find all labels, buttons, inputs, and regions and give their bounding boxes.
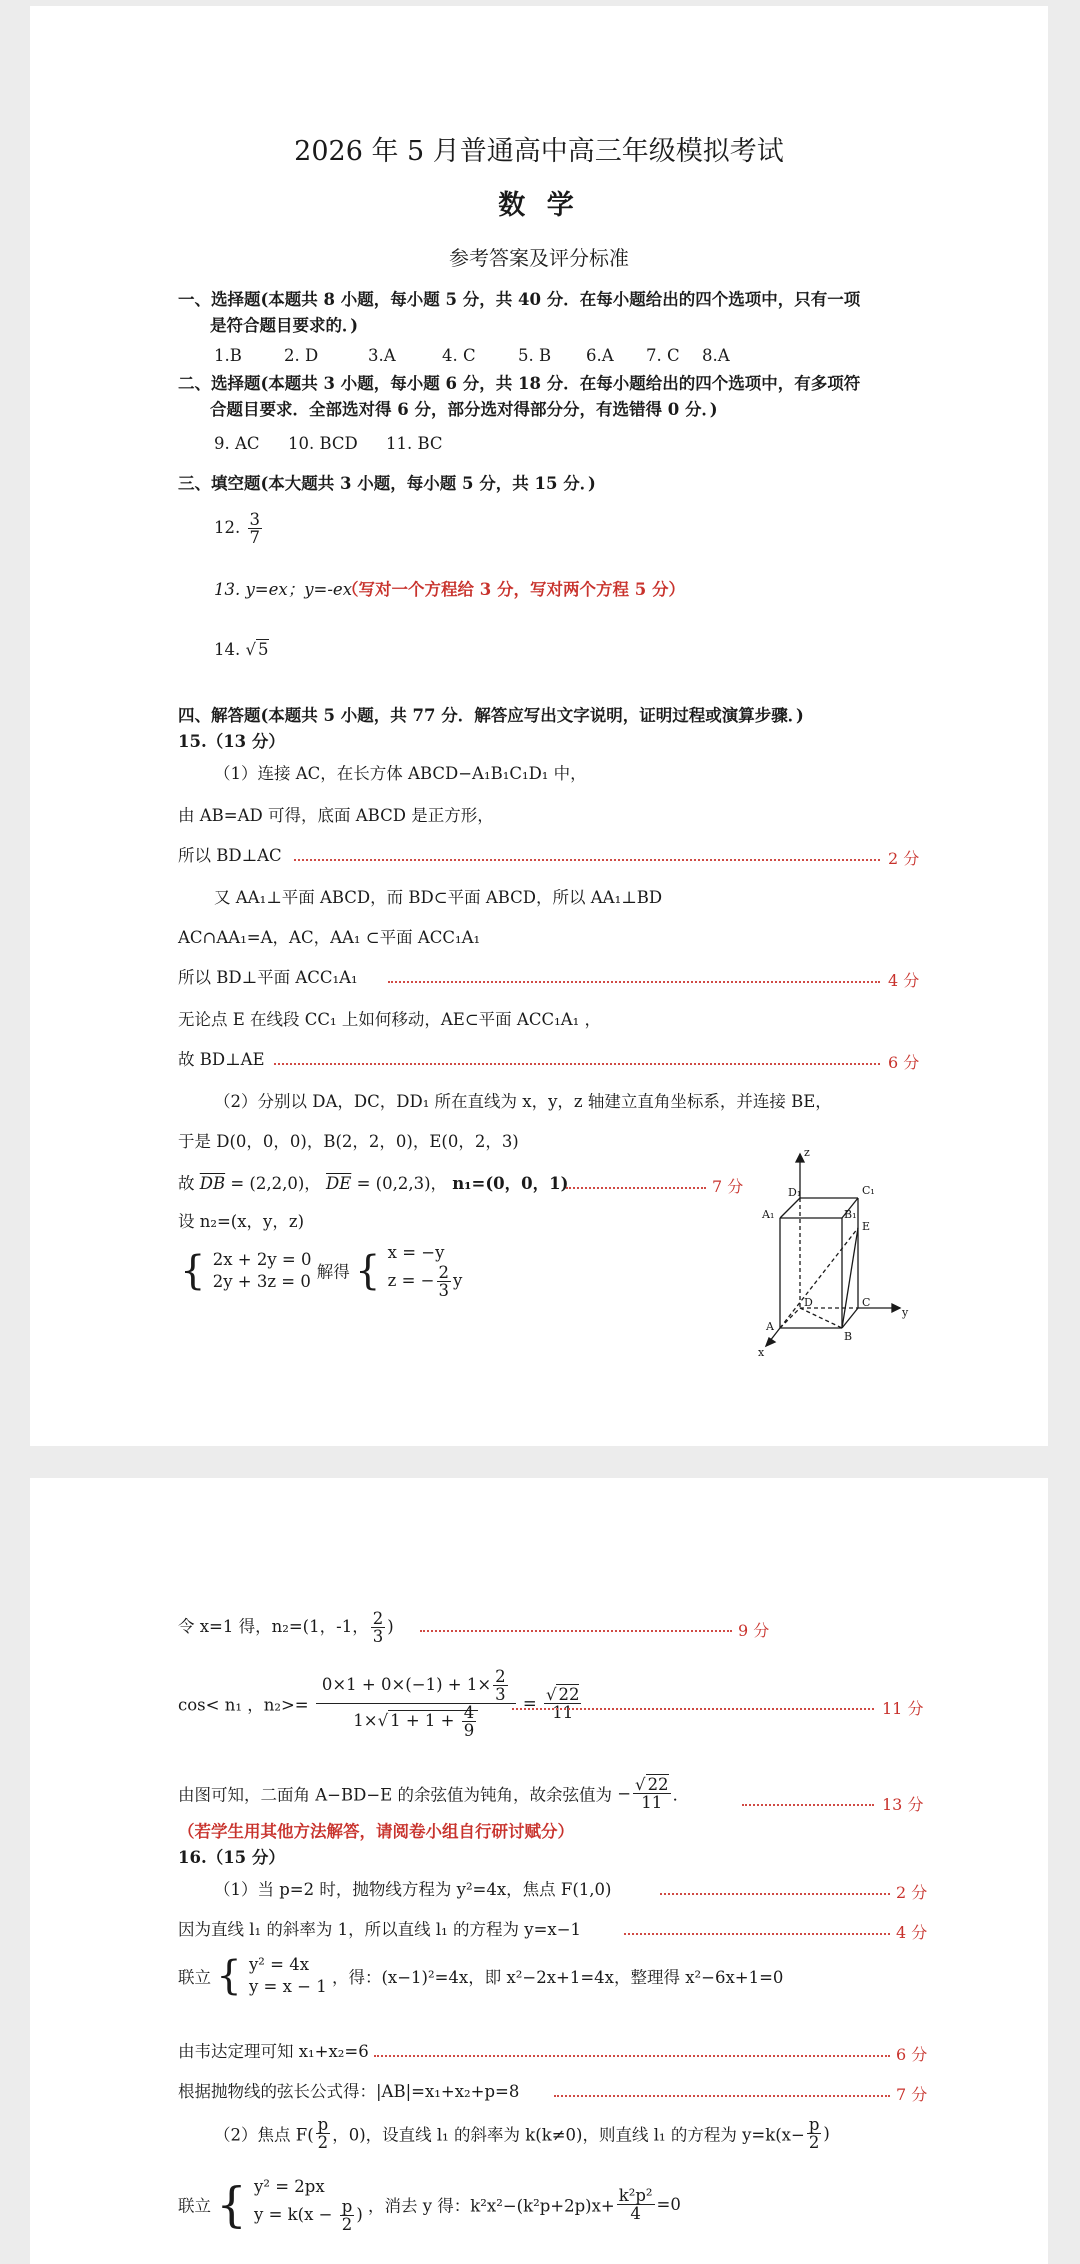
q15-equation-system <box>180 1242 462 1299</box>
subject-title: 数 学 <box>498 190 580 221</box>
fraction <box>493 1668 508 1703</box>
figure-label: y <box>902 1306 909 1319</box>
answer-11: 11. BC <box>386 434 443 453</box>
cosine-numerator <box>316 1668 516 1704</box>
answer-14 <box>214 640 269 660</box>
fraction <box>340 2198 355 2233</box>
solution-2 <box>388 1264 463 1299</box>
fraction <box>462 1704 477 1739</box>
answer-5: 5. B <box>518 346 552 365</box>
q15-line-3: 所以 BD⊥AC <box>178 846 282 865</box>
brace: { <box>216 1953 242 1999</box>
vector-DB-value: = (2,2,0)， <box>225 1174 321 1193</box>
equals-sign: = <box>522 1694 537 1713</box>
brace: { <box>354 1247 381 1294</box>
conclusion-text: 由图可知，二面角 A−BD−E 的余弦值为钝角，故余弦值为 <box>178 1785 612 1805</box>
cuboid-coordinate-figure <box>750 1146 950 1386</box>
system-equations <box>249 1954 327 1998</box>
eliminate-text: ，消去 y 得：k²x²−(k²p+2p)x+ <box>368 2196 615 2216</box>
q16-line-1: （1）当 p=2 时，抛物线方程为 y²=4x，焦点 F(1,0) <box>214 1880 612 1899</box>
cosine-formula <box>178 1668 583 1739</box>
fraction-denominator: 11 <box>641 1793 663 1812</box>
figure-label: C <box>862 1296 871 1309</box>
figure-label: x <box>758 1346 765 1359</box>
fraction-numerator: k²p² <box>618 2186 653 2205</box>
sqrt-radicand: 5 <box>258 640 269 659</box>
score-points: 4 分 <box>888 971 920 990</box>
let-x-close: ) <box>387 1617 394 1636</box>
score-leader <box>624 1933 890 1935</box>
period: ． <box>672 1785 690 1805</box>
score-points: 6 分 <box>896 2045 928 2064</box>
figure-label: B <box>844 1330 853 1343</box>
equals-zero: =0 <box>656 2195 681 2214</box>
q15-line-1: （1）连接 AC，在长方体 ABCD−A₁B₁C₁D₁ 中， <box>214 764 587 783</box>
q16-title: 16.（15 分） <box>178 1848 285 1867</box>
brace: { <box>180 1247 206 1294</box>
score-points: 11 分 <box>882 1699 924 1718</box>
score-points: 9 分 <box>738 1621 770 1640</box>
section1-heading: 一、选择题(本题共 8 小题，每小题 5 分，共 40 分．在每小题给出的四个选项中，只有一项 <box>178 290 861 309</box>
score-leader <box>566 1187 706 1189</box>
section3-heading: 三、填空题(本大题共 3 小题，每小题 5 分，共 15 分．) <box>178 474 596 493</box>
equation-1: y² = 4x <box>248 1955 310 1974</box>
fraction-denominator: 2 <box>341 2215 353 2234</box>
system-equations <box>254 2176 363 2233</box>
answer-12 <box>214 508 264 548</box>
combine-label: 联立 <box>178 1968 211 1987</box>
solution-2-suffix: y <box>453 1271 463 1290</box>
q16-line-2: 因为直线 l₁ 的斜率为 1，所以直线 l₁ 的方程为 y=x−1 <box>178 1920 582 1939</box>
answer-4: 4. C <box>442 346 476 365</box>
negative-sign: − <box>617 1784 632 1803</box>
figure-label: A <box>766 1320 774 1333</box>
answer-2: 2. D <box>284 346 319 365</box>
score-points: 2 分 <box>888 849 920 868</box>
score-leader <box>374 2055 890 2057</box>
fraction-numerator: 3 <box>249 510 260 529</box>
answer-key-subtitle: 参考答案及评分标准 <box>449 246 629 270</box>
answer-10: 10. BCD <box>288 434 358 453</box>
score-leader <box>742 1804 874 1806</box>
q16-line-5: 根据抛物线的弦长公式得：|AB|=x₁+x₂+p=8 <box>178 2082 520 2101</box>
section2-heading: 二、选择题(本题共 3 小题，每小题 6 分，共 18 分．在每小题给出的四个选项中，有多项符 <box>178 374 861 393</box>
answer-8: 8.A <box>702 346 730 365</box>
fraction-numerator: 2 <box>438 1263 450 1282</box>
answer-1: 1.B <box>214 346 242 365</box>
fraction-denominator: 3 <box>372 1627 384 1646</box>
figure-label: B₁ <box>844 1208 857 1221</box>
fraction-denominator: 3 <box>495 1685 506 1704</box>
fraction <box>316 2116 331 2151</box>
equation-2 <box>254 2198 363 2233</box>
q15-let-x-line <box>178 1610 394 1645</box>
fraction <box>807 2116 822 2151</box>
equation-2-prefix: y = k(x − <box>254 2205 338 2224</box>
answer-9: 9. AC <box>214 434 260 453</box>
answer-13-scoring-note: （写对一个方程给 3 分，写对两个方程 5 分） <box>342 580 685 599</box>
fraction-denominator: 7 <box>249 528 260 547</box>
equation-2: 2y + 3z = 0 <box>212 1271 311 1291</box>
answer-12-label: 12. <box>214 518 241 537</box>
sqrt-symbol: √ <box>245 640 257 659</box>
section2-heading-cont: 合题目要求．全部选对得 6 分，部分选对得部分分，有选错得 0 分．) <box>210 400 718 419</box>
answer-3: 3.A <box>368 346 396 365</box>
section1-heading-cont: 是符合题目要求的．) <box>210 316 359 335</box>
q15-title: 15.（13 分） <box>178 732 285 751</box>
answer-14-label: 14. <box>214 640 241 659</box>
q15-line-2: 由 AB=AD 可得，底面 ABCD 是正方形， <box>178 806 494 825</box>
sqrt-symbol: √ <box>377 1711 389 1730</box>
score-points: 6 分 <box>888 1053 920 1072</box>
solve-label: 解得 <box>316 1262 350 1282</box>
q16-line-7 <box>178 2176 681 2233</box>
radicand-text: 1 + 1 + <box>390 1711 460 1730</box>
solution-2-prefix: z = − <box>387 1271 435 1290</box>
cosine-fraction <box>316 1668 516 1739</box>
score-leader <box>294 859 880 861</box>
denominator-prefix: 1× <box>353 1711 378 1730</box>
q15-line-4: 又 AA₁⊥平面 ABCD，而 BD⊂平面 ABCD，所以 AA₁⊥BD <box>214 888 663 907</box>
sqrt-radicand: 22 <box>558 1685 580 1704</box>
score-leader <box>420 1630 732 1632</box>
score-points: 2 分 <box>896 1883 928 1902</box>
numerator-text: 0×1 + 0×(−1) + 1× <box>321 1675 492 1694</box>
answer-7: 7. C <box>646 346 680 365</box>
cosine-label: cos< n₁ ，n₂>= <box>178 1695 309 1715</box>
fraction-denominator: 11 <box>552 1703 574 1722</box>
fraction <box>617 2187 655 2222</box>
sqrt-radicand: 22 <box>647 1775 669 1794</box>
cosine-denominator <box>316 1704 516 1739</box>
fraction <box>371 1610 386 1645</box>
vector-DB: $\overline{DB}$ <box>199 1174 226 1193</box>
focus-text: （2）焦点 F( <box>214 2125 314 2145</box>
figure-label: D₁ <box>788 1186 802 1199</box>
figure-label: E <box>862 1220 871 1233</box>
q15-line-11: 设 n₂=(x，y，z) <box>178 1212 305 1231</box>
score-points: 13 分 <box>882 1795 924 1814</box>
score-points: 4 分 <box>896 1923 928 1942</box>
dihedral-conclusion <box>178 1776 689 1811</box>
score-leader <box>274 1063 880 1065</box>
system-equations <box>213 1249 312 1293</box>
fraction-numerator: √ 22 <box>545 1685 580 1704</box>
fraction-numerator: p <box>808 2115 820 2134</box>
let-x-text: 令 x=1 得，n₂=(1，-1， <box>178 1617 369 1636</box>
fraction-numerator: p <box>341 2197 353 2216</box>
equation-1: 2x + 2y = 0 <box>212 1249 312 1269</box>
q15-line-6: 所以 BD⊥平面 ACC₁A₁ <box>178 968 358 987</box>
score-points: 7 分 <box>712 1177 744 1196</box>
equation-2-suffix: ) <box>356 2205 363 2224</box>
answer-6: 6.A <box>586 346 614 365</box>
vec-prefix: 故 <box>178 1174 200 1193</box>
q16-line-6 <box>214 2116 830 2151</box>
fraction-denominator: 2 <box>317 2133 329 2152</box>
score-points: 7 分 <box>896 2085 928 2104</box>
fraction-numerator: 4 <box>463 1703 475 1722</box>
normal-vector-n1: n₁=(0，0，1) <box>452 1174 569 1193</box>
section4-heading: 四、解答题(本题共 5 小题，共 77 分．解答应写出文字说明，证明过程或演算步骤．) <box>178 706 804 725</box>
answer-13: 13. y=ex；y=-ex <box>214 580 352 599</box>
system-solution <box>388 1242 463 1299</box>
figure-label: D <box>804 1296 813 1309</box>
score-leader <box>554 2095 890 2097</box>
q15-line-8: 故 BD⊥AE <box>178 1050 265 1069</box>
q15-line-5: AC∩AA₁=A，AC，AA₁ ⊂平面 ACC₁A₁ <box>178 928 481 947</box>
score-leader <box>512 1708 874 1710</box>
q16-line-4: 由韦达定理可知 x₁+x₂=6 <box>178 2042 369 2061</box>
fraction-denominator: 3 <box>438 1281 450 1300</box>
answer-sheet-page-1 <box>30 6 1048 1446</box>
line-equation-text: ，0)，设直线 l₁ 的斜率为 k(k≠0)，则直线 l₁ 的方程为 y=k(x− <box>332 2125 805 2145</box>
cosine-result <box>544 1686 582 1721</box>
figure-label: A₁ <box>762 1208 775 1221</box>
fraction-denominator: 9 <box>463 1721 475 1740</box>
solution-1: x = −y <box>387 1243 445 1262</box>
figure-label: z <box>804 1146 810 1159</box>
fraction <box>437 1264 452 1299</box>
derivation-text: ，得：(x−1)²=4x，即 x²−2x+1=4x，整理得 x²−6x+1=0 <box>331 1968 784 1987</box>
fraction-numerator: 2 <box>495 1667 506 1686</box>
figure-label: C₁ <box>862 1184 875 1197</box>
answer-12-fraction <box>248 511 263 546</box>
equation-1: y² = 2px <box>254 2177 325 2196</box>
q15-line-9: （2）分别以 DA，DC，DD₁ 所在直线为 x，y，z 轴建立直角坐标系，并连接 BE， <box>214 1092 832 1111</box>
q15-vectors-line <box>178 1174 568 1194</box>
close-paren: ) <box>823 2124 830 2143</box>
fraction-numerator: p <box>317 2115 329 2134</box>
fraction-numerator: 2 <box>372 1609 384 1628</box>
exam-title: 2026 年 5 月普通高中高三年级模拟考试 <box>294 136 784 167</box>
q15-line-7: 无论点 E 在线段 CC₁ 上如何移动，AE⊂平面 ACC₁A₁ ， <box>178 1010 601 1029</box>
answer-sheet-page-2 <box>30 1478 1048 2264</box>
sqrt-radicand <box>388 1703 478 1740</box>
alternative-method-note: （若学生用其他方法解答，请阅卷小组自行研讨赋分） <box>178 1822 574 1841</box>
equation-2: y = x − 1 <box>248 1977 327 1996</box>
fraction-denominator: 2 <box>808 2133 820 2152</box>
score-leader <box>660 1893 890 1895</box>
fraction-denominator: 4 <box>630 2204 641 2223</box>
vector-DE-value: = (0,2,3)， <box>351 1174 448 1193</box>
fraction-numerator: √ 22 <box>635 1775 669 1794</box>
brace: { <box>216 2176 247 2233</box>
combine-label: 联立 <box>178 2196 211 2216</box>
score-leader <box>388 981 880 983</box>
q15-line-10: 于是 D(0，0，0)，B(2，2，0)，E(0，2，3) <box>178 1132 519 1151</box>
fraction <box>633 1776 671 1811</box>
vector-DE: $\overline{DE}$ <box>326 1174 352 1193</box>
q16-line-3 <box>178 1954 783 1998</box>
